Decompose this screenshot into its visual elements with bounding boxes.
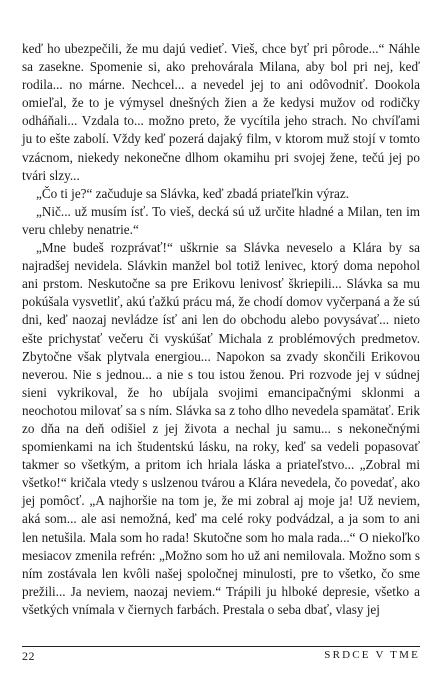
page-number: 22: [22, 649, 35, 663]
running-head: SRDCE V TME: [324, 649, 420, 661]
paragraph: „Čo ti je?“ začuduje sa Slávka, keď zbadá priateľkin výraz.: [36, 185, 350, 201]
page-footer: [22, 646, 420, 664]
book-page: [22, 40, 420, 619]
body-text: [22, 40, 420, 619]
paragraph: „Nič... už musím ísť. To vieš, decká sú už určite hladné a Milan, ten im veru chleby nenatrie.“: [22, 203, 420, 237]
paragraph: „Mne budeš rozprávať!“ uškrnie sa Slávka neveselo a Klára by sa najradšej nevidela. Slávkin manžel bol totiž lenivec, ktorý doma nepohol ani prstom. Neskutočne sa pre Erikovu lenivosť škriepili... Slávka sa mu pokúšala vysvetliť, akú ťažkú prácu má, že chodí domov vyčerpaná a že sú dni, keď naozaj nevládze ísť ani len do obchodu alebo povysávať... nieto ešte prichystať večeru či vyskúšať Michala z problémových predmetov. Zbytočne však plytvala energiou... Napokon sa zvady skončili Erikovou neverou. Nie s jednou... a nie s tou istou ženou. Pri rozvode jej v súdnej sieni vykrikoval, že ho ubíjala svojimi emancipačnými sklonmi a neochotou milovať sa s ním. Slávka sa z toho dlho nevedela spamätať. Erik zo dňa na deň odišiel z jej života a nechal ju samu... s nekonečnými spomienkami na ich študentskú lásku, na roky, keď sa vedeli popasovať takmer so všetkým, a pritom ich hriala láska a priateľstvo... „Zobral mi všetko!“ kričala vtedy s uslzenou tvárou a Klára nevedela, čo povedať, ako jej pomôcť. „A najhoršie na tom je, že mi zobral aj moje ja! Už neviem, aká som... ale asi nemožná, keď ma celé roky podvádzal, a ja som to ani len netušila. Mala som ho rada! Skutočne som ho mala rada...“ O niekoľko mesiacov zmenila refrén: „Možno som ho už ani nemilovala. Možno som s ním zostávala len kvôli našej spoločnej minulosti, pre to všetko, čo sme prežili... Ja neviem, naozaj neviem.“ Trápili ju hlboké depresie, všetko a všetkých vnímala v čiernych farbách. Prestala o seba dbať, vlasy jej: [22, 240, 421, 617]
footer-rule: [22, 646, 420, 647]
paragraph: keď ho ubezpečili, že mu dajú vedieť. Vieš, chce byť pri pôrode...“ Náhle sa zasekne. Spomenie si, ako prehovárala Milana, aby bol pri nej, keď rodila... no márne. Nechcel... a nevedel jej to ani odôvodniť. Dookola omieľal, že to je výmysel dnešných žien a že kedysi mužov od rodičky odháňali... Vzdala to... možno preto, že vycítila jeho strach. No chvíľami ju to ešte zabolí. Vždy keď pozerá dajaký film, v ktorom muž stojí v tomto vzácnom, niekedy nekonečne dlhom okamihu pri svojej žene, tečú jej po tvári slzy...: [22, 41, 420, 183]
